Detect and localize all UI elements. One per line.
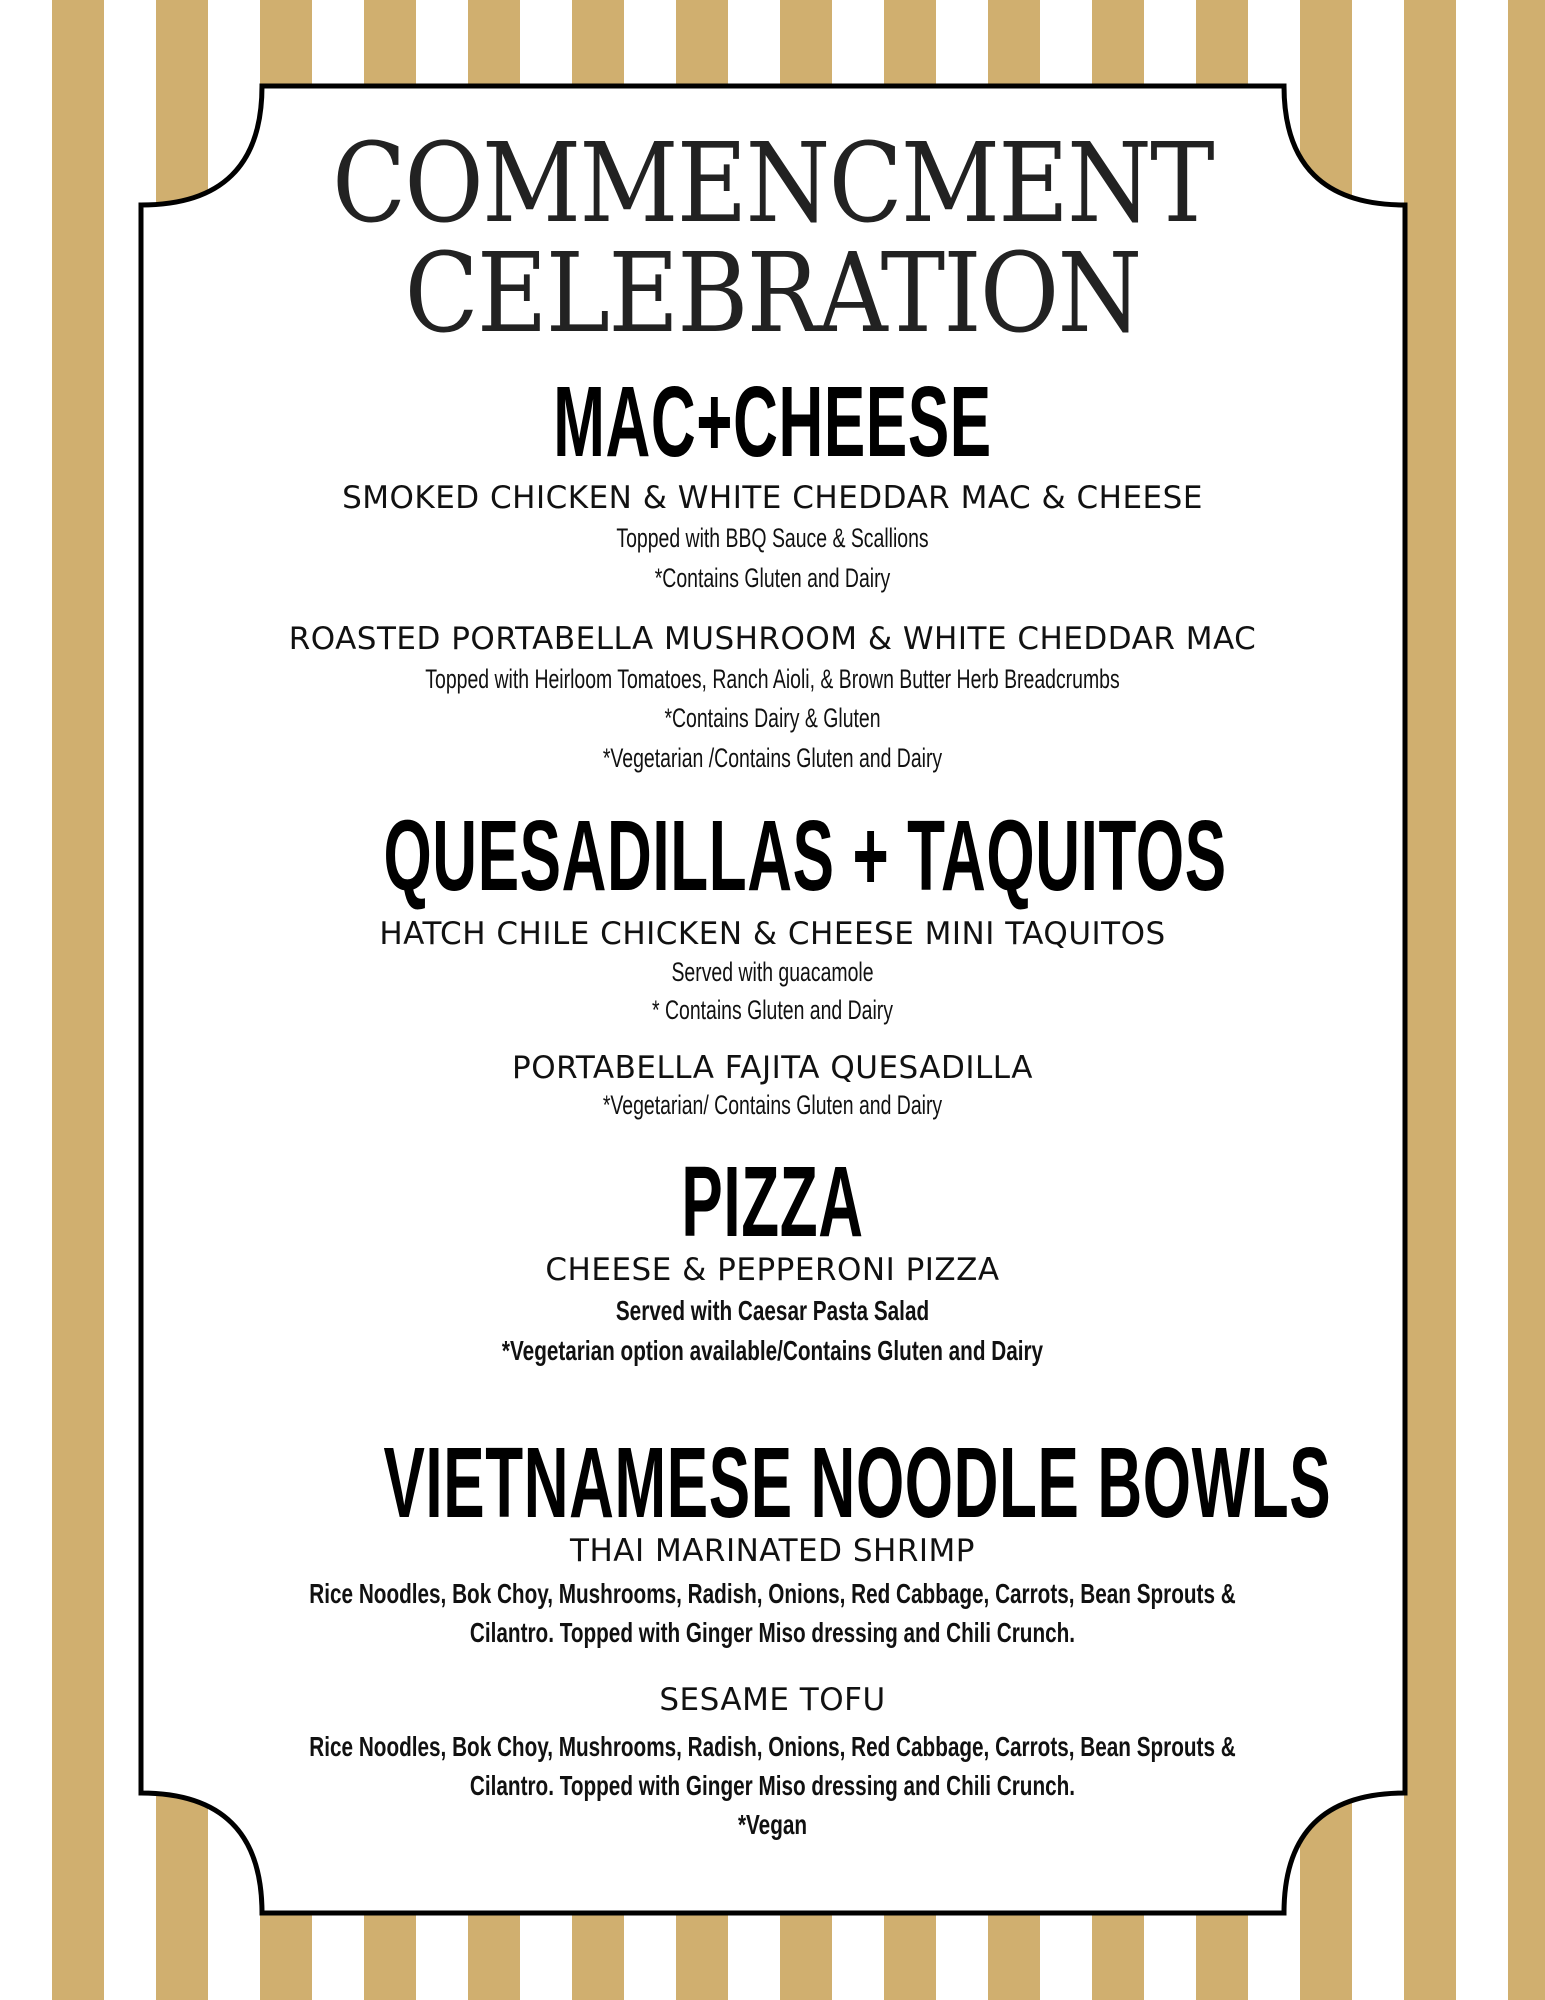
item-name-smoked-chicken-mac: SMOKED CHICKEN & WHITE CHEDDAR MAC & CHEESE bbox=[342, 480, 1203, 516]
item-desc: *Vegetarian /Contains Gluten and Dairy bbox=[602, 743, 943, 773]
item-desc: *Contains Gluten and Dairy bbox=[654, 563, 891, 593]
item-name-hatch-chile-taquitos: HATCH CHILE CHICKEN & CHEESE MINI TAQUITOS bbox=[379, 916, 1166, 952]
item-name-portabella-fajita-quesadilla: PORTABELLA FAJITA QUESADILLA bbox=[512, 1050, 1033, 1086]
title-line-1: COMMENCMENT bbox=[332, 119, 1213, 247]
item-desc: *Contains Dairy & Gluten bbox=[664, 703, 881, 733]
item-desc: Rice Noodles, Bok Choy, Mushrooms, Radish, Onions, Red Cabbage, Carrots, Bean Sprouts & bbox=[309, 1731, 1236, 1762]
title-line-2: CELEBRATION bbox=[404, 229, 1141, 357]
section-heading-mac-cheese: MAC+CHEESE bbox=[553, 366, 992, 478]
item-name-thai-marinated-shrimp: THAI MARINATED SHRIMP bbox=[570, 1533, 975, 1569]
item-desc: Served with guacamole bbox=[671, 957, 874, 987]
item-name-portabella-mac: ROASTED PORTABELLA MUSHROOM & WHITE CHEDDAR MAC bbox=[288, 621, 1257, 657]
item-name-sesame-tofu: SESAME TOFU bbox=[659, 1682, 886, 1718]
item-desc: *Vegetarian option available/Contains Gluten and Dairy bbox=[501, 1335, 1044, 1366]
item-desc: *Vegan bbox=[737, 1809, 808, 1840]
item-desc: Cilantro. Topped with Ginger Miso dressing and Chili Crunch. bbox=[469, 1617, 1076, 1648]
item-name-cheese-pepperoni-pizza: CHEESE & PEPPERONI PIZZA bbox=[545, 1252, 1000, 1288]
item-desc: Cilantro. Topped with Ginger Miso dressing and Chili Crunch. bbox=[469, 1770, 1076, 1801]
item-desc: Rice Noodles, Bok Choy, Mushrooms, Radish, Onions, Red Cabbage, Carrots, Bean Sprouts & bbox=[309, 1578, 1236, 1609]
item-desc: Served with Caesar Pasta Salad bbox=[615, 1295, 930, 1326]
section-heading-vietnamese-noodle-bowls: VIETNAMESE NOODLE BOWLS bbox=[383, 1427, 1332, 1539]
menu-panel bbox=[145, 90, 1400, 1905]
item-desc: Topped with BBQ Sauce & Scallions bbox=[616, 523, 929, 553]
section-heading-pizza: PIZZA bbox=[681, 1146, 864, 1258]
item-desc: Topped with Heirloom Tomatoes, Ranch Aioli, & Brown Butter Herb Breadcrumbs bbox=[425, 664, 1120, 694]
item-desc: * Contains Gluten and Dairy bbox=[652, 995, 893, 1025]
section-heading-quesadillas-taquitos: QUESADILLAS + TAQUITOS bbox=[383, 800, 1227, 912]
item-desc: *Vegetarian/ Contains Gluten and Dairy bbox=[602, 1090, 943, 1120]
